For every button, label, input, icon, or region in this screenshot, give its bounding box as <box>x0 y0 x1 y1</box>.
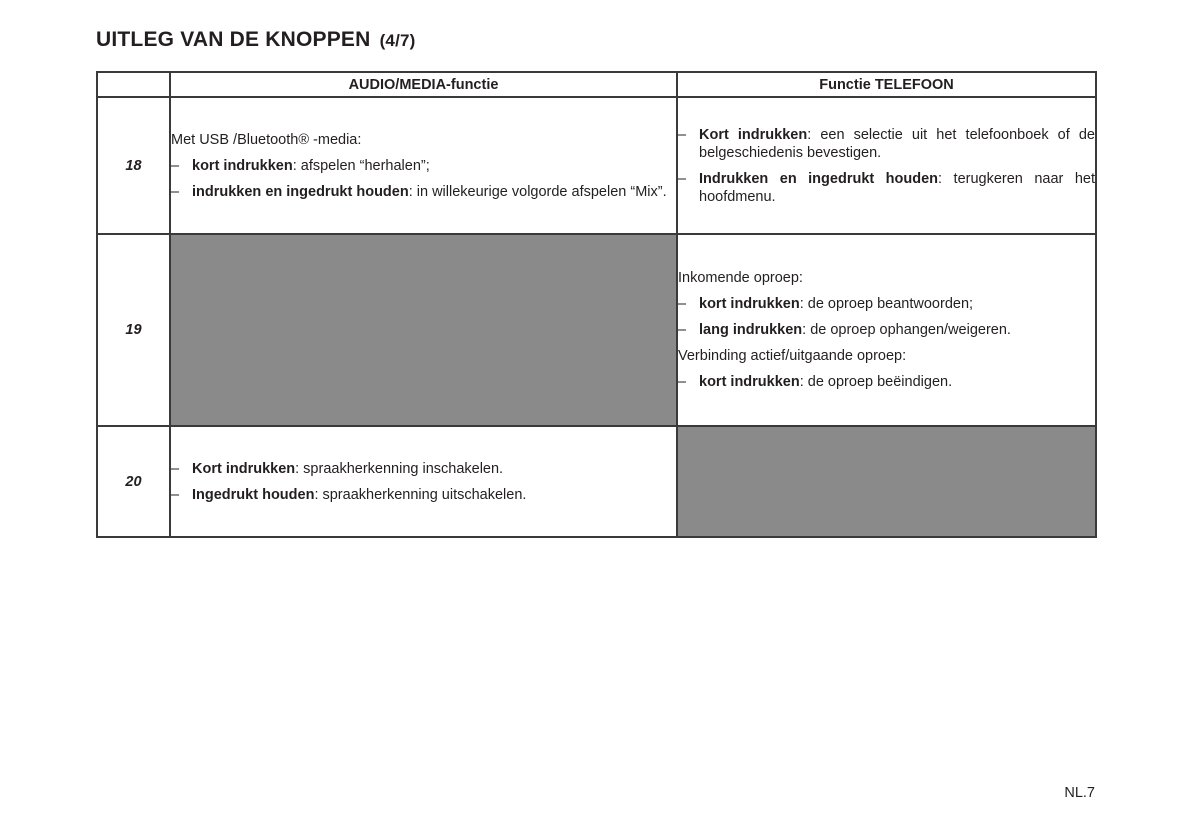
page-number: NL.7 <box>1064 785 1095 801</box>
list-item <box>171 183 676 201</box>
list-item <box>171 157 676 175</box>
action-label: kort indrukken <box>699 296 800 312</box>
action-label: indrukken en ingedrukt houden <box>192 183 409 200</box>
bullet-dash: – <box>678 322 687 338</box>
bullet-dash: – <box>171 183 180 200</box>
phone-intro-incoming: Inkomende oproep: <box>678 270 803 286</box>
phone-function-cell <box>677 234 1096 426</box>
action-label: Kort indrukken <box>192 460 296 477</box>
list-item <box>678 373 1095 391</box>
phone-intro-active: Verbinding actief/uitgaande oproep: <box>678 348 907 364</box>
action-description: : spraakherkenning inschakelen. <box>295 460 504 477</box>
table-row <box>97 426 1096 537</box>
list-item <box>678 321 1095 339</box>
bullet-dash: – <box>171 157 180 174</box>
action-description: : in willekeurige volgorde afspelen “Mix”. <box>408 183 667 200</box>
page-title-text: UITLEG VAN DE KNOPPEN <box>96 28 371 51</box>
header-phone: Functie TELEFOON <box>677 72 1096 97</box>
page-title-suffix: (4/7) <box>379 31 416 50</box>
button-number: 18 <box>97 97 170 234</box>
action-label: Indrukken en ingedrukt houden <box>699 170 939 187</box>
action-label: kort indrukken <box>192 157 293 174</box>
bullet-dash: – <box>171 486 180 503</box>
header-number <box>97 72 170 97</box>
action-label: Ingedrukt houden <box>192 486 315 503</box>
bullet-dash: – <box>171 460 180 477</box>
not-applicable-cell <box>170 234 677 426</box>
bullet-dash: – <box>678 296 687 312</box>
action-label: Kort indrukken <box>699 126 808 143</box>
action-description: : een selectie uit het telefoonboek of de belgeschiedenis bevestigen. <box>699 126 1096 161</box>
action-description: : de oproep beëindigen. <box>799 374 953 390</box>
bullet-dash: – <box>678 170 687 187</box>
header-audio-media: AUDIO/MEDIA-functie <box>170 72 677 97</box>
table-row <box>97 97 1096 234</box>
action-description: : afspelen “herhalen”; <box>292 157 430 174</box>
action-description: : de oproep beantwoorden; <box>799 296 974 312</box>
action-description: : terugkeren naar het hoofdmenu. <box>699 170 1095 205</box>
page-title <box>96 28 416 52</box>
action-label: lang indrukken <box>699 322 803 338</box>
phone-function-cell <box>677 97 1096 234</box>
list-item <box>171 486 676 504</box>
button-number: 20 <box>97 426 170 537</box>
list-item <box>171 460 676 478</box>
table-row <box>97 234 1096 426</box>
not-applicable-cell <box>677 426 1096 537</box>
table-header-row <box>97 72 1096 97</box>
audio-function-cell <box>170 426 677 537</box>
button-number: 19 <box>97 234 170 426</box>
action-description: : spraakherkenning uitschakelen. <box>314 486 527 503</box>
audio-function-cell <box>170 97 677 234</box>
list-item <box>678 170 1095 206</box>
audio-intro: Met USB /Bluetooth® -media: <box>171 131 362 148</box>
action-description: : de oproep ophangen/weigeren. <box>802 322 1011 338</box>
bullet-dash: – <box>678 126 687 143</box>
button-explanation-table <box>96 71 1097 538</box>
list-item <box>678 126 1095 162</box>
bullet-dash: – <box>678 374 687 390</box>
list-item <box>678 295 1095 313</box>
action-label: kort indrukken <box>699 374 800 390</box>
